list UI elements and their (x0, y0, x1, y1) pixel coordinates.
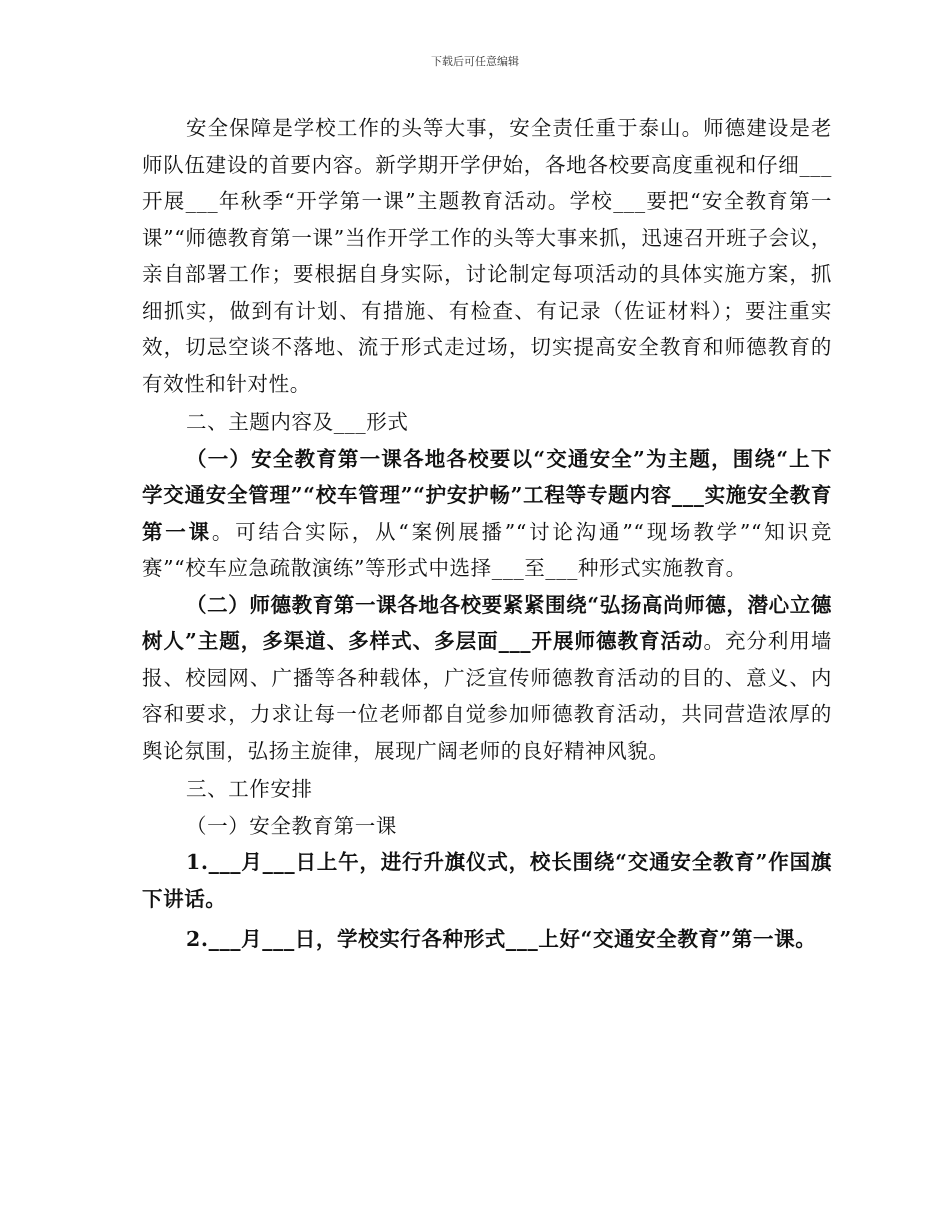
section-heading-2: 二、主题内容及___形式 (186, 410, 409, 434)
teacher-ethics-paragraph (142, 587, 832, 770)
section-heading-3: 三、工作安排 (186, 777, 313, 801)
safety-education-bold-text: （一）安全教育第一课各地各校要以“交通安全”为主题，围绕“上下学交通安全管理”“校车管理”“护安护畅”工程等专题内容___实施安全教育第一课 (142, 446, 832, 544)
teacher-ethics-bold-text: （二）师德教育第一课各地各校要紧紧围绕“弘扬高尚师德，潜心立德树人”主题，多渠道、多样式、多层面___开展师德教育活动 (142, 592, 832, 653)
safety-education-text: 。可结合实际，从“案例展播”“讨论沟通”“现场教学”“知识竞赛”“校车应急疏散演练”等形式中选择___至___种形式实施教育。 (142, 519, 832, 580)
page-header: 下载后可任意编辑 (431, 55, 519, 68)
intro-paragraph: 安全保障是学校工作的头等大事，安全责任重于泰山。师德建设是老师队伍建设的首要内容。新学期开学伊始，各地各校要高度重视和仔细___开展___年秋季“开学第一课”主题教育活动。学校___要把“安全教育第一课”“师德教育第一课”当作开学工作的头等大事来抓，迅速召开班子会议，亲自部署工作；要根据自身实际，讨论制定每项活动的具体实施方案，抓细抓实，做到有计划、有措施、有检查、有记录（佐证材料）；要注重实效，切忌空谈不落地、流于形式走过场，切实提高安全教育和师德教育的有效性和针对性。 (142, 116, 832, 396)
subsection-heading: （一）安全教育第一课 (186, 813, 397, 838)
schedule-item-2: 2.___月___日，学校实行各种形式___上好“交通安全教育”第一课。 (186, 927, 817, 951)
schedule-item-1: 1.___月___日上午，进行升旗仪式，校长围绕“交通安全教育”作国旗下讲话。 (142, 850, 832, 911)
teacher-ethics-text: 。充分利用墙报、校园网、广播等各种载体，广泛宣传师德教育活动的目的、意义、内容和要求，力求让每一位老师都自觉参加师德教育活动，共同营造浓厚的舆论氛围，弘扬主旋律，展现广阔老师的良好精神风貌。 (142, 629, 832, 763)
safety-education-paragraph (142, 441, 832, 587)
document-body (142, 110, 832, 958)
